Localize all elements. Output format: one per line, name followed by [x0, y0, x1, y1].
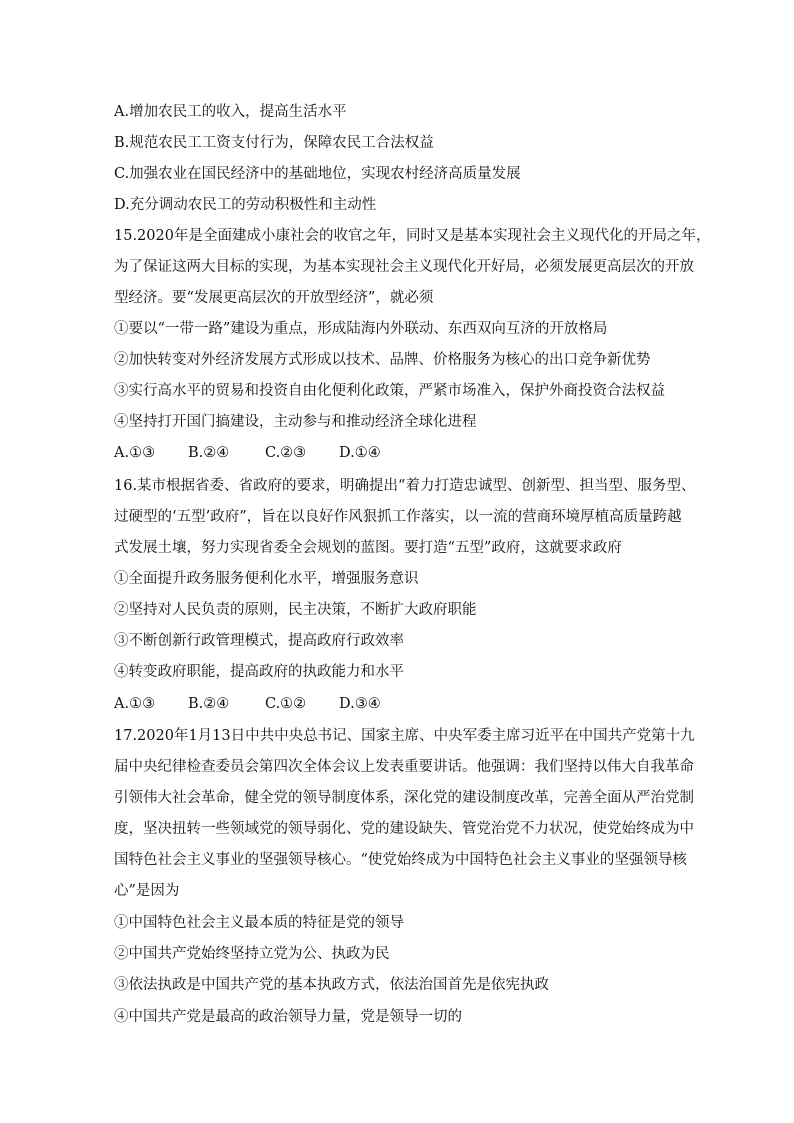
q14-option-a: A.增加农民工的收入，提高生活水平 [114, 104, 347, 120]
q14-option-b: B.规范农民工工资支付行为，保障农民工合法权益 [114, 135, 434, 151]
q16-answer-options [114, 694, 381, 714]
q16-item-3: ③不断创新行政管理模式，提高政府行政效率 [114, 633, 404, 649]
q15-item-1: ①要以“一带一路”建设为重点，形成陆海内外联动、东西双向互济的开放格局 [114, 321, 608, 337]
q16-item-4: ④转变政府职能，提高政府的执政能力和水平 [114, 664, 404, 680]
q15-answer-c: C.②③ [265, 445, 307, 461]
q17-stem-line: 国特色社会主义事业的坚强领导核心。“使党始终成为中国特色社会主义事业的坚强领导核 [114, 852, 687, 868]
q15-stem-line: 为了保证这两大目标的实现，为基本实现社会主义现代化开好局，必须发展更高层次的开放 [114, 259, 694, 275]
q16-item-1: ①全面提升政务服务便利化水平，增强服务意识 [114, 571, 419, 587]
q16-answer-d: D.③④ [339, 696, 381, 712]
q17-stem-line: 引领伟大社会革命，健全党的领导制度体系，深化党的建设制度改革，完善全面从严治党制 [114, 790, 694, 806]
q15-item-3: ③实行高水平的贸易和投资自由化便利化政策，严紧市场准入，保护外商投资合法权益 [114, 383, 665, 399]
q15-item-2: ②加快转变对外经济发展方式形成以技术、品牌、价格服务为核心的出口竞争新优势 [114, 352, 651, 368]
q17-item-2: ②中国共产党始终坚持立党为公、执政为民 [114, 946, 390, 962]
q16-stem-line: 式发展土壤，努力实现省委全会规划的蓝图。要打造“五型”政府，这就要求政府 [114, 540, 622, 556]
q17-stem-line: 届中央纪律检查委员会第四次全体会议上发表重要讲话。他强调：我们坚持以伟大自我革命 [114, 759, 694, 775]
q16-stem-line: 过硬型的‘五型’政府”，旨在以良好作风狠抓工作落实，以一流的营商环境厚植高质量跨越 [114, 509, 682, 525]
q15-answer-a: A.①③ [114, 445, 156, 461]
q16-item-2: ②坚持对人民负责的原则，民主决策，不断扩大政府职能 [114, 602, 477, 618]
q16-answer-c: C.①② [265, 696, 307, 712]
q15-stem-line: 型经济。要“发展更高层次的开放型经济”，就必须 [114, 290, 434, 306]
q16-stem-line: 16.某市根据省委、省政府的要求，明确提出“着力打造忠诚型、创新型、担当型、服务型、 [114, 478, 696, 494]
q15-item-4: ④坚持打开国门搞建设，主动参与和推动经济全球化进程 [114, 414, 477, 430]
q17-item-4: ④中国共产党是最高的政治领导力量，党是领导一切的 [114, 1009, 462, 1025]
q17-stem-line: 心”是因为 [114, 883, 180, 899]
q14-option-d: D.充分调动农民工的劳动积极性和主动性 [114, 197, 377, 213]
q17-item-3: ③依法执政是中国共产党的基本执政方式，依法治国首先是依宪执政 [114, 977, 549, 993]
q17-item-1: ①中国特色社会主义最本质的特征是党的领导 [114, 915, 404, 931]
q15-answer-options [114, 443, 381, 463]
q16-answer-b: B.②④ [188, 696, 230, 712]
q17-stem-line: 17.2020年1月13日中共中央总书记、国家主席、中央军委主席习近平在中国共产党第十九 [114, 728, 695, 744]
q14-option-c: C.加强农业在国民经济中的基础地位，实现农村经济高质量发展 [114, 166, 521, 182]
q17-stem-line: 度，坚决扭转一些领域党的领导弱化、党的建设缺失、管党治党不力状况，使党始终成为中 [114, 821, 694, 837]
q15-answer-b: B.②④ [188, 445, 230, 461]
q16-answer-a: A.①③ [114, 696, 156, 712]
q15-answer-d: D.①④ [339, 445, 381, 461]
q15-stem-line: 15.2020年是全面建成小康社会的收官之年，同时又是基本实现社会主义现代化的开局之年， [114, 228, 711, 244]
